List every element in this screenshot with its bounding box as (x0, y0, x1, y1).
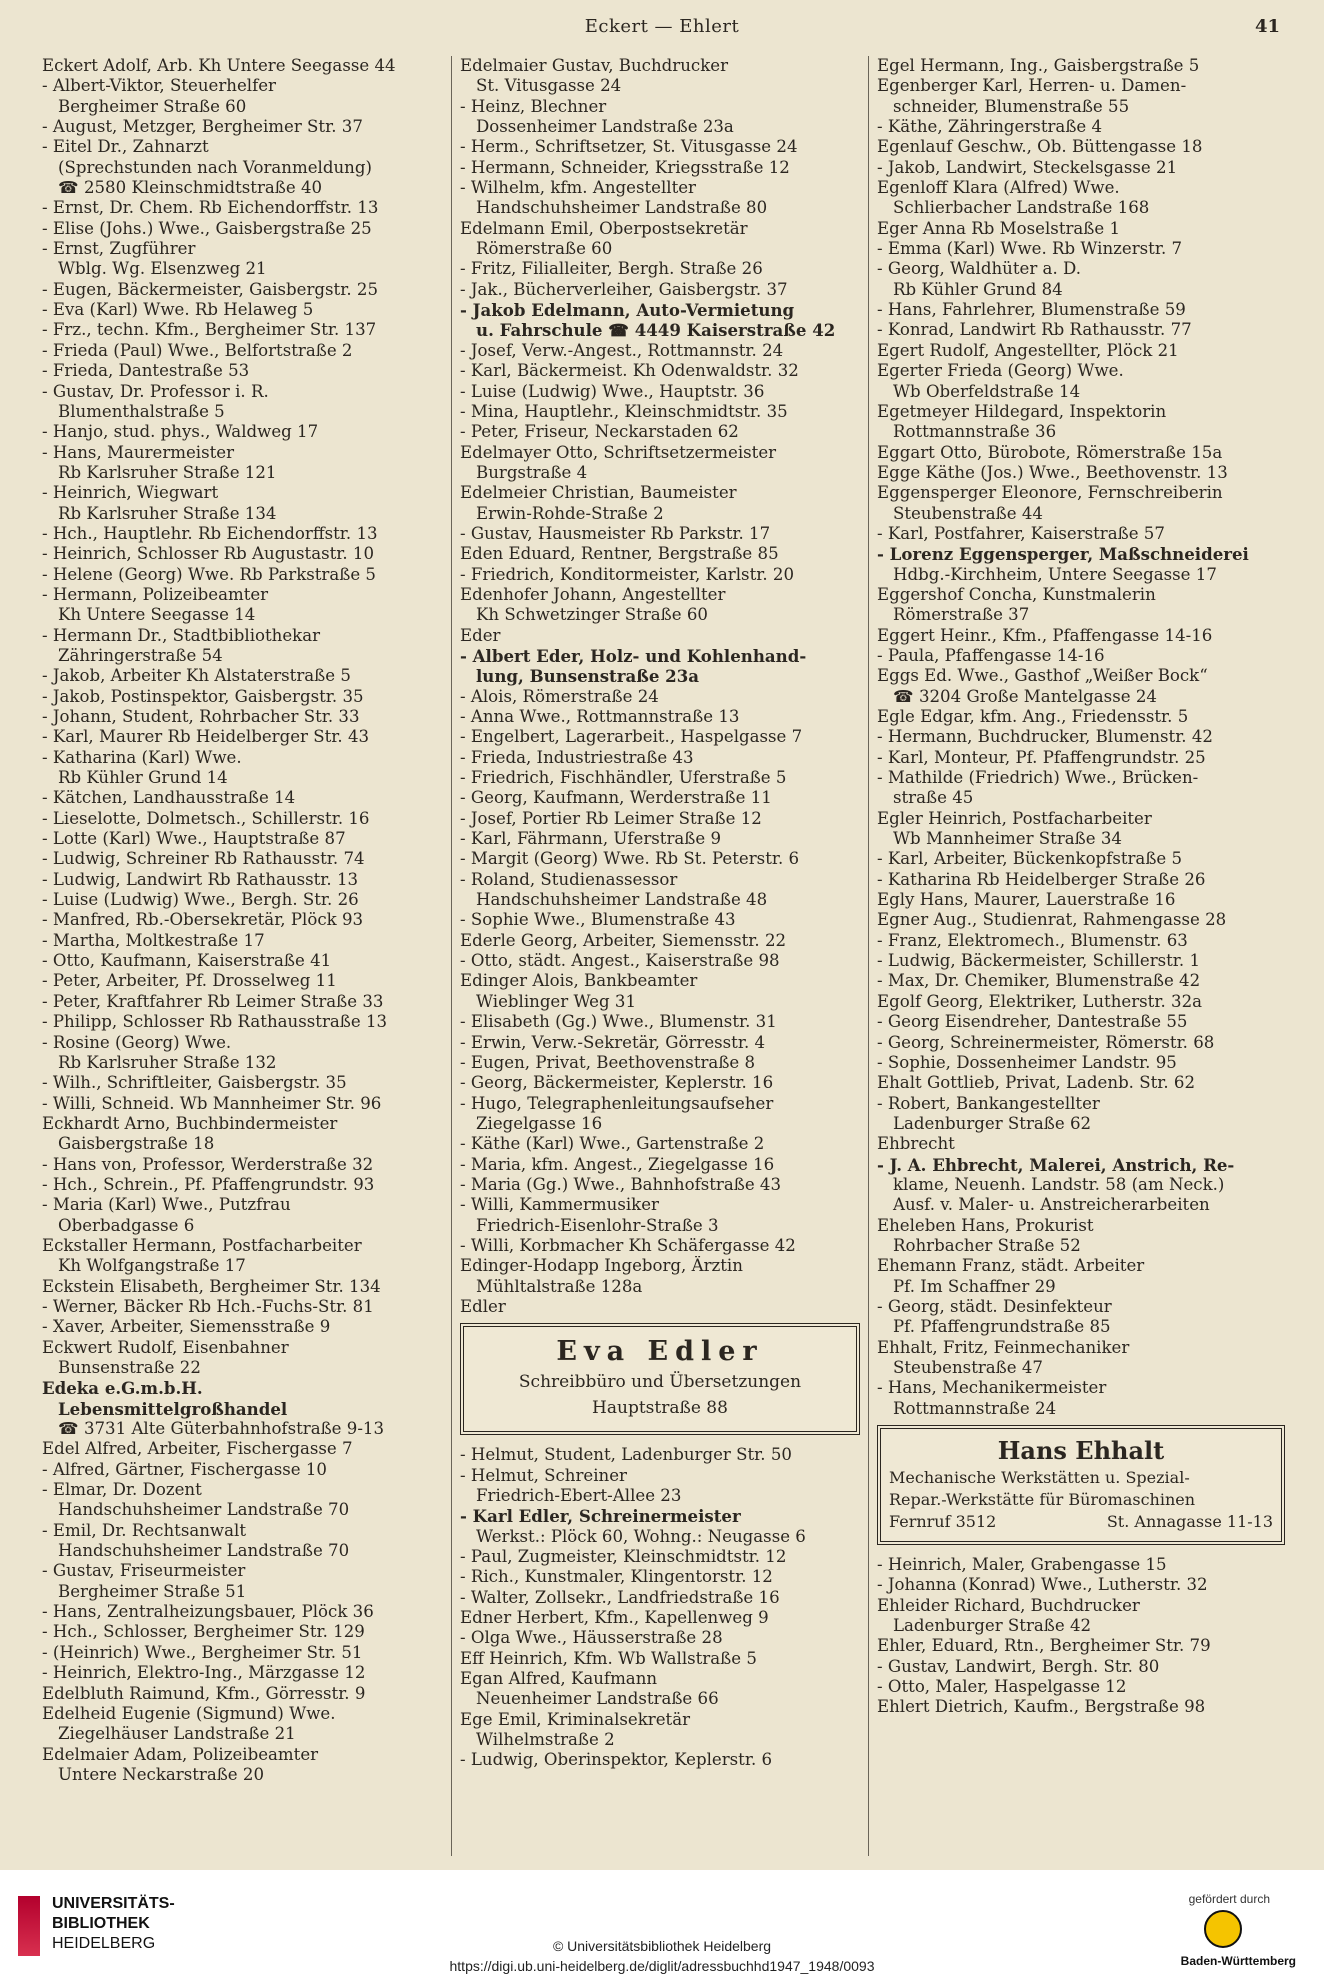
directory-entry: Ausf. v. Maler- u. Anstreicherarbeiten (893, 1195, 1210, 1215)
directory-entry: St. Vitusgasse 24 (476, 76, 622, 96)
directory-entry: Eckhardt Arno, Buchbindermeister (42, 1113, 338, 1133)
directory-entry: - Jakob, Arbeiter Kh Alstaterstraße 5 (42, 666, 351, 686)
directory-entry: Egenlauf Geschw., Ob. Büttengasse 18 (877, 137, 1203, 157)
directory-entry: Eggensperger Eleonore, Fernschreiberin (877, 483, 1223, 503)
directory-entry: - Hch., Hauptlehr. Rb Eichendorffstr. 13 (42, 523, 378, 543)
directory-entry: Edelmaier Adam, Polizeibeamter (42, 1744, 319, 1764)
directory-entry: Eggs Ed. Wwe., Gasthof „Weißer Bock“ (877, 666, 1208, 686)
page-header (0, 10, 1324, 44)
directory-entry: - Jakob Edelmann, Auto-Vermietung (460, 300, 795, 321)
directory-entry: Egel Hermann, Ing., Gaisbergstraße 5 (877, 56, 1200, 75)
directory-entry: - Lotte (Karl) Wwe., Hauptstraße 87 (42, 829, 346, 849)
directory-entry: Wb Mannheimer Straße 34 (893, 829, 1122, 849)
directory-entry: - Walter, Zollsekr., Landfriedstraße 16 (460, 1587, 780, 1607)
directory-entry: Egerter Frieda (Georg) Wwe. (877, 361, 1124, 381)
directory-entry: Zähringerstraße 54 (58, 645, 223, 665)
directory-entry: - Otto, Maler, Haspelgasse 12 (877, 1677, 1127, 1697)
directory-entry: - Hans von, Professor, Werderstraße 32 (42, 1154, 374, 1174)
directory-entry: - Käthe (Karl) Wwe., Gartenstraße 2 (460, 1134, 765, 1154)
directory-entry: Egenloff Klara (Alfred) Wwe. (877, 178, 1120, 198)
directory-entry: - Paul, Zugmeister, Kleinschmidtstr. 12 (460, 1547, 787, 1567)
directory-entry: Edenhofer Johann, Angestellter (460, 584, 726, 604)
directory-entry: - Elisabeth (Gg.) Wwe., Blumenstr. 31 (460, 1012, 777, 1032)
directory-entry: ☎ 2580 Kleinschmidtstraße 40 (58, 178, 323, 198)
page-title: Eckert — Ehlert (584, 16, 740, 37)
directory-entry: - Hans, Maurermeister (42, 442, 235, 462)
directory-entry: Wilhelmstraße 2 (476, 1730, 615, 1750)
directory-entry: Römerstraße 37 (893, 605, 1030, 625)
directory-entry: - Sophie Wwe., Blumenstraße 43 (460, 910, 736, 930)
directory-entry: - Paula, Pfaffengasse 14-16 (877, 645, 1105, 665)
directory-entry: - Philipp, Schlosser Rb Rathausstraße 13 (42, 1012, 388, 1032)
directory-entry: - Alfred, Gärtner, Fischergasse 10 (42, 1459, 327, 1479)
directory-entry: - Karl, Fährmann, Uferstraße 9 (460, 829, 722, 849)
directory-entry: Ehhalt, Fritz, Feinmechaniker (877, 1337, 1130, 1357)
directory-entry: - Otto, Kaufmann, Kaiserstraße 41 (42, 951, 332, 971)
directory-entry: - Jak., Bücherverleiher, Gaisbergstr. 37 (460, 279, 788, 299)
directory-entry: Kh Untere Seegasse 14 (58, 605, 256, 625)
ad-line: Schreibbüro und Übersetzungen (518, 1372, 802, 1393)
directory-entry: - Ernst, Dr. Chem. Rb Eichendorffstr. 13 (42, 198, 379, 218)
directory-entry: Kh Schwetzinger Straße 60 (476, 605, 708, 625)
directory-entry: Wblg. Wg. Elsenzweg 21 (58, 259, 267, 279)
directory-entry: Egge Käthe (Jos.) Wwe., Beethovenstr. 13 (877, 462, 1228, 482)
directory-column-2 (460, 56, 860, 1856)
directory-entry: Eden Eduard, Rentner, Bergstraße 85 (460, 544, 779, 564)
directory-entry: - Ludwig, Schreiner Rb Rathausstr. 74 (42, 849, 365, 869)
directory-entry: Edinger Alois, Bankbeamter (460, 971, 698, 991)
directory-entry: - Herm., Schriftsetzer, St. Vitusgasse 24 (460, 137, 798, 157)
directory-entry: Rb Karlsruher Straße 121 (58, 462, 277, 482)
directory-entry: - Friedrich, Fischhändler, Uferstraße 5 (460, 768, 787, 788)
directory-entry: Bergheimer Straße 51 (58, 1581, 247, 1601)
directory-entry: Rohrbacher Straße 52 (893, 1235, 1081, 1255)
directory-entry: Handschuhsheimer Landstraße 80 (476, 198, 768, 218)
directory-entry: Eheleben Hans, Prokurist (877, 1215, 1094, 1235)
directory-entry: Rb Kühler Grund 84 (893, 279, 1063, 299)
directory-entry: Eger Anna Rb Moselstraße 1 (877, 218, 1121, 238)
directory-entry: (Sprechstunden nach Voranmeldung) (58, 157, 372, 177)
directory-entry: - Karl, Arbeiter, Bückenkopfstraße 5 (877, 849, 1183, 869)
directory-entry: Wieblinger Weg 31 (476, 991, 636, 1011)
directory-entry: - Johanna (Konrad) Wwe., Lutherstr. 32 (877, 1575, 1208, 1595)
directory-entry: Pf. Im Schaffner 29 (893, 1276, 1056, 1296)
directory-entry: - Heinrich, Wiegwart (42, 483, 219, 503)
directory-entry: Egert Rudolf, Angestellter, Plöck 21 (877, 340, 1179, 360)
directory-entry: Eckwert Rudolf, Eisenbahner (42, 1337, 289, 1357)
ad-address: Hauptstraße 88 (592, 1398, 728, 1419)
directory-entry: - Emil, Dr. Rechtsanwalt (42, 1520, 246, 1540)
directory-entry: Ziegelgasse 16 (476, 1113, 603, 1133)
directory-entry: - Ludwig, Bäckermeister, Schillerstr. 1 (877, 951, 1201, 971)
directory-entry: Ege Emil, Kriminalsekretär (460, 1709, 691, 1729)
logo-line: BIBLIOTHEK (52, 1915, 150, 1932)
directory-entry: - Willi, Kammermusiker (460, 1195, 659, 1215)
directory-entry: Egetmeyer Hildegard, Inspektorin (877, 401, 1167, 421)
directory-entry: - Lieselotte, Dolmetsch., Schillerstr. 16 (42, 808, 370, 828)
directory-entry: Steubenstraße 47 (893, 1358, 1043, 1377)
directory-entry: - Albert Eder, Holz- und Kohlenhand- (460, 645, 807, 666)
directory-entry: - Elmar, Dr. Dozent (42, 1480, 202, 1500)
directory-entry: - Georg, Schreinermeister, Römerstr. 68 (877, 1032, 1215, 1052)
directory-entry: Kh Wolfgangstraße 17 (58, 1256, 246, 1276)
directory-entry: Lebensmittelgroßhandel (58, 1398, 288, 1419)
directory-entry: - Rich., Kunstmaler, Klingentorstr. 12 (460, 1567, 773, 1587)
directory-entry: Rb Kühler Grund 14 (58, 768, 228, 788)
directory-entry: Handschuhsheimer Landstraße 70 (58, 1500, 350, 1520)
directory-entry: - Katharina Rb Heidelberger Straße 26 (877, 869, 1206, 889)
directory-entry: Friedrich-Eisenlohr-Straße 3 (476, 1215, 719, 1235)
directory-entry: Pf. Pfaffengrundstraße 85 (893, 1317, 1111, 1337)
directory-entry: - Wilhelm, kfm. Angestellter (460, 178, 696, 198)
directory-entry: - Hermann Dr., Stadtbibliothekar (42, 625, 321, 645)
advertisement-eva-edler (460, 1323, 860, 1435)
ad-name: Eva Edler (556, 1336, 764, 1368)
directory-entry: Werkst.: Plöck 60, Wohng.: Neugasse 6 (476, 1526, 806, 1546)
directory-entry: - Kätchen, Landhausstraße 14 (42, 788, 296, 808)
directory-entry: Ladenburger Straße 42 (893, 1616, 1092, 1636)
directory-entry: Ziegelhäuser Landstraße 21 (58, 1724, 296, 1744)
directory-entry: - Max, Dr. Chemiker, Blumenstraße 42 (877, 971, 1201, 991)
directory-entry: - Ludwig, Oberinspektor, Keplerstr. 6 (460, 1750, 773, 1770)
directory-entry: - Willi, Schneid. Wb Mannheimer Str. 96 (42, 1093, 382, 1113)
directory-entry: - Georg, Bäckermeister, Keplerstr. 16 (460, 1073, 774, 1093)
directory-entry: schneider, Blumenstraße 55 (893, 96, 1130, 116)
directory-entry: - Roland, Studienassessor (460, 869, 678, 889)
directory-entry: Ehemann Franz, städt. Arbeiter (877, 1256, 1145, 1276)
directory-entry: Ehler, Eduard, Rtn., Bergheimer Str. 79 (877, 1636, 1211, 1656)
directory-entry: Rottmannstraße 36 (893, 422, 1057, 442)
directory-entry: - Georg, Kaufmann, Werderstraße 11 (460, 788, 772, 808)
directory-entry: Eckert Adolf, Arb. Kh Untere Seegasse 44 (42, 56, 396, 75)
sponsor-name: Baden-Württemberg (1180, 1954, 1296, 1968)
directory-entry: - Hans, Fahrlehrer, Blumenstraße 59 (877, 300, 1186, 320)
sponsor-label: gefördert durch (1188, 1892, 1270, 1906)
directory-entry: - Hch., Schrein., Pf. Pfaffengrundstr. 93 (42, 1174, 375, 1194)
directory-entry: Eckstaller Hermann, Postfacharbeiter (42, 1235, 362, 1255)
directory-entry: - Hermann, Polizeibeamter (42, 584, 269, 604)
directory-entry: ☎ 3731 Alte Güterbahnhofstraße 9-13 (58, 1419, 385, 1439)
directory-entry: - Ludwig, Landwirt Rb Rathausstr. 13 (42, 869, 359, 889)
directory-entry: - Anna Wwe., Rottmannstraße 13 (460, 707, 740, 726)
directory-entry: Edelmayer Otto, Schriftsetzermeister (460, 442, 777, 462)
directory-entry: - Helmut, Schreiner (460, 1465, 627, 1485)
directory-entry: - Sophie, Dossenheimer Landstr. 95 (877, 1052, 1177, 1072)
directory-entry: - Helene (Georg) Wwe. Rb Parkstraße 5 (42, 564, 376, 584)
directory-entry: - Jakob, Landwirt, Steckelsgasse 21 (877, 157, 1178, 177)
directory-entry: - Lorenz Eggensperger, Maßschneiderei (877, 544, 1249, 565)
directory-entry: - Mina, Hauptlehr., Kleinschmidtstr. 35 (460, 401, 788, 421)
directory-entry: - Heinrich, Elektro-Ing., Märzgasse 12 (42, 1663, 366, 1683)
directory-entry: Hdbg.-Kirchheim, Untere Seegasse 17 (893, 564, 1217, 584)
column-divider (868, 56, 869, 1856)
ad-name: Hans Ehhalt (997, 1436, 1165, 1466)
directory-entry: - Engelbert, Lagerarbeit., Haspelgasse 7 (460, 727, 803, 747)
directory-entry: Egler Heinrich, Postfacharbeiter (877, 808, 1152, 828)
directory-entry: - Martha, Moltkestraße 17 (42, 930, 265, 950)
ad-line: Repar.-Werkstätte für Büromaschinen (889, 1490, 1196, 1510)
directory-entry: - Hermann, Buchdrucker, Blumenstr. 42 (877, 727, 1213, 747)
directory-entry: - Frieda, Dantestraße 53 (42, 361, 250, 381)
directory-entry: Handschuhsheimer Landstraße 70 (58, 1541, 350, 1561)
directory-entry: - J. A. Ehbrecht, Malerei, Anstrich, Re- (877, 1154, 1235, 1175)
directory-entry: Bunsenstraße 22 (58, 1358, 201, 1377)
directory-entry: - Frz., techn. Kfm., Bergheimer Str. 137 (42, 320, 377, 340)
directory-entry: Bergheimer Straße 60 (58, 96, 247, 116)
directory-entry: - Jakob, Postinspektor, Gaisbergstr. 35 (42, 686, 364, 706)
directory-entry: - Karl, Maurer Rb Heidelberger Str. 43 (42, 727, 370, 747)
directory-entry: Edner Herbert, Kfm., Kapellenweg 9 (460, 1608, 769, 1628)
directory-entry: - Georg, Waldhüter a. D. (877, 259, 1081, 279)
library-footer (0, 1870, 1324, 1979)
page-number: 41 (1254, 16, 1280, 37)
directory-entry: Wb Oberfeldstraße 14 (893, 381, 1081, 401)
directory-entry: - August, Metzger, Bergheimer Str. 37 (42, 117, 363, 137)
directory-entry: - Luise (Ludwig) Wwe., Hauptstr. 36 (460, 381, 765, 401)
directory-entry: - Georg, städt. Desinfekteur (877, 1296, 1112, 1316)
directory-entry: - Frieda (Paul) Wwe., Belfortstraße 2 (42, 340, 353, 360)
directory-entry: - Alois, Römerstraße 24 (460, 686, 659, 706)
directory-entry: Schlierbacher Landstraße 168 (893, 198, 1150, 218)
directory-entry: Handschuhsheimer Landstraße 48 (476, 890, 768, 910)
directory-entry: - Friedrich, Konditormeister, Karlstr. 20 (460, 564, 795, 584)
directory-entry: Edelheid Eugenie (Sigmund) Wwe. (42, 1703, 336, 1723)
ad-address: St. Annagasse 11-13 (1106, 1512, 1273, 1532)
directory-entry: - Gustav, Hausmeister Rb Parkstr. 17 (460, 523, 771, 543)
directory-entry: Friedrich-Ebert-Allee 23 (476, 1486, 682, 1505)
directory-entry: Mühltalstraße 128a (476, 1276, 643, 1296)
directory-entry: Edel Alfred, Arbeiter, Fischergasse 7 (42, 1439, 353, 1459)
directory-entry: - Albert-Viktor, Steuerhelfer (42, 76, 276, 96)
directory-entry: - Georg Eisendreher, Dantestraße 55 (877, 1012, 1188, 1032)
directory-entry: Eder (460, 625, 501, 645)
ad-phone: Fernruf 3512 (889, 1512, 997, 1532)
permalink[interactable]: https://digi.ub.uni-heidelberg.de/diglit/adressbuchhd1947_1948/0093 (449, 1958, 875, 1974)
directory-entry: Egner Aug., Studienrat, Rahmengasse 28 (877, 910, 1227, 930)
directory-entry: - Josef, Verw.-Angest., Rottmannstr. 24 (460, 340, 784, 360)
directory-entry: - Gustav, Landwirt, Bergh. Str. 80 (877, 1656, 1160, 1676)
directory-entry: - Heinrich, Schlosser Rb Augustastr. 10 (42, 544, 375, 564)
directory-entry: Egan Alfred, Kaufmann (460, 1669, 658, 1689)
directory-entry: Edelmaier Gustav, Buchdrucker (460, 56, 729, 75)
directory-entry: - Hermann, Schneider, Kriegsstraße 12 (460, 157, 790, 177)
directory-entry: Eggershof Concha, Kunstmalerin (877, 584, 1156, 604)
directory-entry: Blumenthalstraße 5 (58, 401, 225, 421)
advertisement-hans-ehhalt (877, 1425, 1285, 1545)
directory-column-3 (877, 56, 1285, 1856)
directory-entry: - Hans, Zentralheizungsbauer, Plöck 36 (42, 1602, 374, 1622)
directory-entry: Ehleider Richard, Buchdrucker (877, 1595, 1140, 1615)
logo-line: UNIVERSITÄTS- (52, 1895, 175, 1912)
directory-entry: - Karl, Bäckermeist. Kh Odenwaldstr. 32 (460, 361, 799, 381)
directory-entry: - Josef, Portier Rb Leimer Straße 12 (460, 808, 762, 828)
directory-entry: - Maria, kfm. Angest., Ziegelgasse 16 (460, 1154, 775, 1174)
directory-entry: u. Fahrschule ☎ 4449 Kaiserstraße 42 (476, 320, 836, 341)
directory-entry: lung, Bunsenstraße 23a (476, 666, 699, 687)
directory-entry: - Fritz, Filialleiter, Bergh. Straße 26 (460, 259, 763, 279)
directory-entry: - Eugen, Privat, Beethovenstraße 8 (460, 1052, 756, 1072)
directory-entry: - Heinrich, Maler, Grabengasse 15 (877, 1555, 1167, 1575)
directory-entry: - Peter, Kraftfahrer Rb Leimer Straße 33 (42, 991, 384, 1011)
directory-entry: Ehbrecht (877, 1134, 955, 1154)
directory-entry: - Helmut, Student, Ladenburger Str. 50 (460, 1445, 792, 1465)
directory-entry: Edelbluth Raimund, Kfm., Görresstr. 9 (42, 1683, 366, 1703)
directory-entry: Egenberger Karl, Herren- u. Damen- (877, 76, 1187, 96)
directory-entry: - Willi, Korbmacher Kh Schäfergasse 42 (460, 1235, 796, 1255)
directory-entry: Egly Hans, Maurer, Lauerstraße 16 (877, 890, 1176, 910)
directory-entry: - Maria (Gg.) Wwe., Bahnhofstraße 43 (460, 1174, 782, 1194)
directory-entry: Eckstein Elisabeth, Bergheimer Str. 134 (42, 1276, 381, 1296)
directory-entry: - Xaver, Arbeiter, Siemensstraße 9 (42, 1317, 331, 1337)
directory-entry: Ehalt Gottlieb, Privat, Ladenb. Str. 62 (877, 1073, 1196, 1093)
directory-entry: - Johann, Student, Rohrbacher Str. 33 (42, 707, 360, 726)
directory-entry: - Eva (Karl) Wwe. Rb Helaweg 5 (42, 300, 314, 320)
directory-entry: - (Heinrich) Wwe., Bergheimer Str. 51 (42, 1642, 363, 1662)
directory-entry: - Gustav, Friseurmeister (42, 1561, 246, 1581)
directory-entry: - Rosine (Georg) Wwe. (42, 1032, 232, 1052)
directory-entry: - Otto, städt. Angest., Kaiserstraße 98 (460, 951, 780, 971)
directory-entry: Steubenstraße 44 (893, 503, 1043, 523)
directory-entry: - Robert, Bankangestellter (877, 1093, 1100, 1113)
directory-entry: Edelmeier Christian, Baumeister (460, 483, 737, 503)
directory-column-1 (42, 56, 442, 1856)
directory-entry: - Konrad, Landwirt Rb Rathausstr. 77 (877, 320, 1192, 340)
directory-entry: Erwin-Rohde-Straße 2 (476, 503, 664, 523)
directory-entry: - Karl, Postfahrer, Kaiserstraße 57 (877, 523, 1165, 543)
directory-entry: - Mathilde (Friedrich) Wwe., Brücken- (877, 768, 1199, 788)
column-divider (451, 56, 452, 1856)
directory-entry: Rottmannstraße 24 (893, 1398, 1057, 1418)
directory-entry: - Karl, Monteur, Pf. Pfaffengrundstr. 25 (877, 747, 1206, 767)
directory-entry: Edeka e.G.m.b.H. (42, 1378, 203, 1399)
directory-entry: Untere Neckarstraße 20 (58, 1764, 265, 1784)
directory-entry: - Manfred, Rb.-Obersekretär, Plöck 93 (42, 910, 364, 930)
copyright-text: © Universitätsbibliothek Heidelberg (552, 1938, 772, 1954)
directory-entry: Egle Edgar, kfm. Ang., Friedensstr. 5 (877, 707, 1189, 726)
directory-entry: Edler (460, 1296, 506, 1316)
directory-entry: - Hch., Schlosser, Bergheimer Str. 129 (42, 1622, 365, 1642)
coat-of-arms-icon (1204, 1910, 1242, 1948)
directory-entry: - Eitel Dr., Zahnarzt (42, 137, 209, 157)
directory-entry: - Emma (Karl) Wwe. Rb Winzerstr. 7 (877, 239, 1183, 259)
directory-entry: - Eugen, Bäckermeister, Gaisbergstr. 25 (42, 279, 378, 299)
directory-entry: ☎ 3204 Große Mantelgasse 24 (893, 686, 1157, 706)
directory-entry: Dossenheimer Landstraße 23a (476, 117, 734, 137)
directory-entry: Rb Karlsruher Straße 134 (58, 503, 277, 523)
directory-entry: Eff Heinrich, Kfm. Wb Wallstraße 5 (460, 1648, 757, 1668)
directory-entry: - Elise (Johs.) Wwe., Gaisbergstraße 25 (42, 218, 372, 238)
directory-entry: - Peter, Arbeiter, Pf. Drosselweg 11 (42, 971, 337, 991)
directory-entry: Neuenheimer Landstraße 66 (476, 1689, 719, 1709)
directory-entry: - Maria (Karl) Wwe., Putzfrau (42, 1195, 291, 1215)
directory-entry: - Luise (Ludwig) Wwe., Bergh. Str. 26 (42, 890, 359, 910)
ad-line: Mechanische Werkstätten u. Spezial- (889, 1468, 1190, 1488)
directory-entry: Eggert Heinr., Kfm., Pfaffengasse 14-16 (877, 625, 1213, 645)
directory-entry: - Franz, Elektromech., Blumenstr. 63 (877, 930, 1188, 950)
directory-entry: - Käthe, Zähringerstraße 4 (877, 117, 1103, 137)
directory-entry: - Frieda, Industriestraße 43 (460, 747, 694, 767)
directory-entry: Edinger-Hodapp Ingeborg, Ärztin (460, 1256, 743, 1276)
directory-entry: Gaisbergstraße 18 (58, 1134, 215, 1154)
directory-entry: - Margit (Georg) Wwe. Rb St. Peterstr. 6 (460, 849, 800, 869)
directory-entry: Egolf Georg, Elektriker, Lutherstr. 32a (877, 991, 1203, 1011)
directory-entry: - Ernst, Zugführer (42, 239, 196, 259)
directory-entry: - Erwin, Verw.-Sekretär, Görresstr. 4 (460, 1032, 766, 1052)
directory-entry: - Gustav, Dr. Professor i. R. (42, 381, 269, 401)
directory-entry: Ederle Georg, Arbeiter, Siemensstr. 22 (460, 930, 787, 950)
directory-entry: - Heinz, Blechner (460, 96, 607, 116)
directory-entry: Oberbadgasse 6 (58, 1215, 195, 1235)
directory-entry: - Olga Wwe., Häusserstraße 28 (460, 1628, 723, 1648)
directory-entry: - Karl Edler, Schreinermeister (460, 1506, 741, 1527)
directory-entry: - Wilh., Schriftleiter, Gaisbergstr. 35 (42, 1073, 347, 1093)
directory-entry: Römerstraße 60 (476, 239, 613, 259)
directory-entry: Eggart Otto, Bürobote, Römerstraße 15a (877, 442, 1223, 462)
directory-entry: straße 45 (893, 788, 974, 808)
directory-entry: - Hugo, Telegraphenleitungsaufseher (460, 1093, 774, 1113)
directory-entry: Burgstraße 4 (476, 462, 588, 482)
logo-line: HEIDELBERG (52, 1935, 156, 1952)
directory-entry: - Hanjo, stud. phys., Waldweg 17 (42, 422, 319, 442)
directory-entry: - Hans, Mechanikermeister (877, 1378, 1107, 1398)
directory-entry: Rb Karlsruher Straße 132 (58, 1052, 277, 1072)
directory-entry: - Peter, Friseur, Neckarstaden 62 (460, 422, 739, 442)
directory-entry: Ehlert Dietrich, Kaufm., Bergstraße 98 (877, 1697, 1206, 1717)
directory-entry: klame, Neuenh. Landstr. 58 (am Neck.) (893, 1174, 1225, 1194)
directory-entry: Edelmann Emil, Oberpostsekretär (460, 218, 748, 238)
directory-entry: - Katharina (Karl) Wwe. (42, 747, 242, 767)
directory-entry: - Werner, Bäcker Rb Hch.-Fuchs-Str. 81 (42, 1296, 374, 1316)
directory-entry: Ladenburger Straße 62 (893, 1113, 1092, 1133)
